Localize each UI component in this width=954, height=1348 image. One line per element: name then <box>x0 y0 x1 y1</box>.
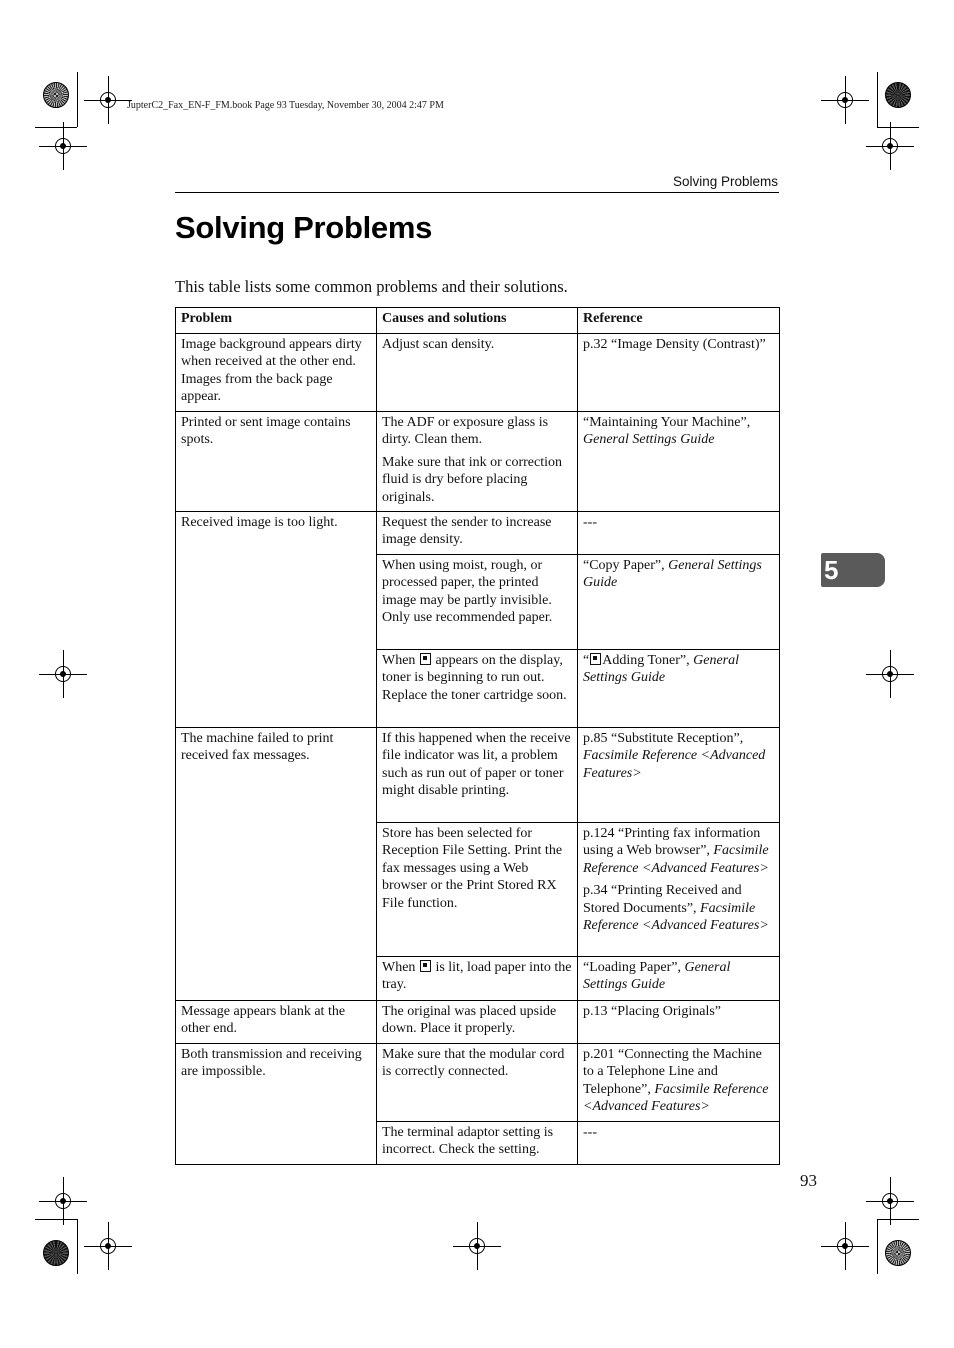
toner-icon <box>590 653 601 665</box>
reference-text: Adding Toner”, <box>602 653 690 668</box>
reference-guide: General Settings Guide <box>583 558 762 591</box>
table-row <box>176 728 780 823</box>
table-row <box>176 512 780 555</box>
reference-text: p.34 “Printing Received and Stored Documents”, <box>583 883 742 916</box>
table-row <box>176 412 780 512</box>
reference-guide: Facsimile Reference <Advanced Features> <box>583 900 769 934</box>
intro-text: This table lists some common problems and their solutions. <box>175 277 568 296</box>
crop-mark <box>77 72 78 127</box>
problem-cell: The machine failed to print received fax messages. <box>176 728 377 1001</box>
cause-cell <box>377 412 578 512</box>
reference-text: “Loading Paper”, <box>583 960 681 975</box>
reference-cell: p.32 “Image Density (Contrast)” <box>578 334 780 412</box>
table-header-row <box>176 308 780 334</box>
cause-cell: When using moist, rough, or processed paper, the printed image may be partly invisible. Only use recommended paper. <box>377 555 578 650</box>
table-row <box>176 334 780 412</box>
page-title: Solving Problems <box>175 210 433 245</box>
problem-cell: Received image is too light. <box>176 512 377 728</box>
crop-mark <box>35 1219 77 1220</box>
cause-text: is lit, load paper into the tray. <box>382 960 572 993</box>
reference-guide: General Settings Guide <box>583 432 715 448</box>
registration-sunburst-icon <box>43 82 69 108</box>
table-row <box>176 1001 780 1044</box>
reference-quote: “ <box>583 653 590 668</box>
cause-cell: Make sure that the modular cord is correctly connected. <box>377 1044 578 1122</box>
problem-cell: Message appears blank at the other end. <box>176 1001 377 1044</box>
cause-text: Make sure that ink or correction fluid is dry before placing originals. <box>382 454 562 505</box>
reference-guide: Facsimile Reference <Advanced Features> <box>583 1081 769 1115</box>
reference-guide: Facsimile Reference <Advanced Features> <box>583 748 766 781</box>
reference-cell <box>578 555 780 650</box>
cause-cell: Request the sender to increase image density. <box>377 512 578 555</box>
reference-cell <box>578 823 780 957</box>
reference-guide: General Settings Guide <box>583 653 740 686</box>
reference-cell <box>578 650 780 728</box>
reference-paragraph <box>583 882 774 934</box>
registration-sunburst-icon <box>885 82 911 108</box>
reference-text: p.201 “Connecting the Machine to a Telephone Line and Telephone”, <box>583 1047 762 1097</box>
cause-cell: Store has been selected for Reception File Setting. Print the fax messages using a Web browser or the Print Stored RX File function. <box>377 823 578 957</box>
problem-cell: Both transmission and receiving are impossible. <box>176 1044 377 1165</box>
column-header-reference: Reference <box>578 308 780 334</box>
crop-mark <box>877 1219 919 1220</box>
toner-icon <box>420 653 431 665</box>
table-row <box>176 1044 780 1122</box>
reference-cell <box>578 1044 780 1122</box>
reference-cell: --- <box>578 512 780 555</box>
reference-cell: p.13 “Placing Originals” <box>578 1001 780 1044</box>
cause-cell: If this happened when the receive file indicator was lit, a problem such as run out of paper or toner might disable printing. <box>377 728 578 823</box>
cause-cell: Adjust scan density. <box>377 334 578 412</box>
cause-text: appears on the display, toner is beginning to run out. Replace the toner cartridge soon. <box>382 653 567 703</box>
crop-mark <box>77 1219 78 1274</box>
reference-paragraph <box>583 825 774 877</box>
registration-sunburst-icon <box>43 1240 69 1266</box>
chapter-tab: 5 <box>821 553 885 587</box>
reference-cell <box>578 957 780 1001</box>
cause-text: When <box>382 960 416 975</box>
crop-mark <box>877 127 919 128</box>
reference-guide: General Settings Guide <box>583 960 731 993</box>
reference-cell <box>578 412 780 512</box>
column-header-problem: Problem <box>176 308 377 334</box>
reference-cell: --- <box>578 1122 780 1165</box>
crop-mark <box>35 127 77 128</box>
reference-text: p.124 “Printing fax information using a Web browser”, <box>583 826 761 859</box>
page-number: 93 <box>800 1171 817 1190</box>
cause-cell: The terminal adaptor setting is incorrect. Check the setting. <box>377 1122 578 1165</box>
running-head: Solving Problems <box>672 174 778 189</box>
column-header-causes: Causes and solutions <box>377 308 578 334</box>
cause-cell <box>377 957 578 1001</box>
cause-cell: The original was placed upside down. Place it properly. <box>377 1001 578 1044</box>
file-info: JupterC2_Fax_EN-F_FM.book Page 93 Tuesday, November 30, 2004 2:47 PM <box>127 100 444 111</box>
registration-sunburst-icon <box>885 1240 911 1266</box>
crop-mark <box>877 1219 878 1274</box>
add-paper-icon <box>420 960 431 972</box>
reference-text: p.85 “Substitute Reception”, <box>583 731 744 746</box>
reference-text: “Maintaining Your Machine”, <box>583 415 751 430</box>
reference-guide: Facsimile Reference <Advanced Features> <box>583 843 769 876</box>
problem-cell: Printed or sent image contains spots. <box>176 412 377 512</box>
cause-text: The ADF or exposure glass is dirty. Clean them. <box>382 415 549 448</box>
problems-table <box>175 307 780 1165</box>
cause-cell <box>377 650 578 728</box>
reference-text: “Copy Paper”, <box>583 558 665 573</box>
problem-cell: Image background appears dirty when received at the other end. Images from the back page appear. <box>176 334 377 412</box>
cause-text: When <box>382 653 416 668</box>
crop-mark <box>877 72 878 127</box>
reference-cell <box>578 728 780 823</box>
header-rule <box>175 192 779 193</box>
